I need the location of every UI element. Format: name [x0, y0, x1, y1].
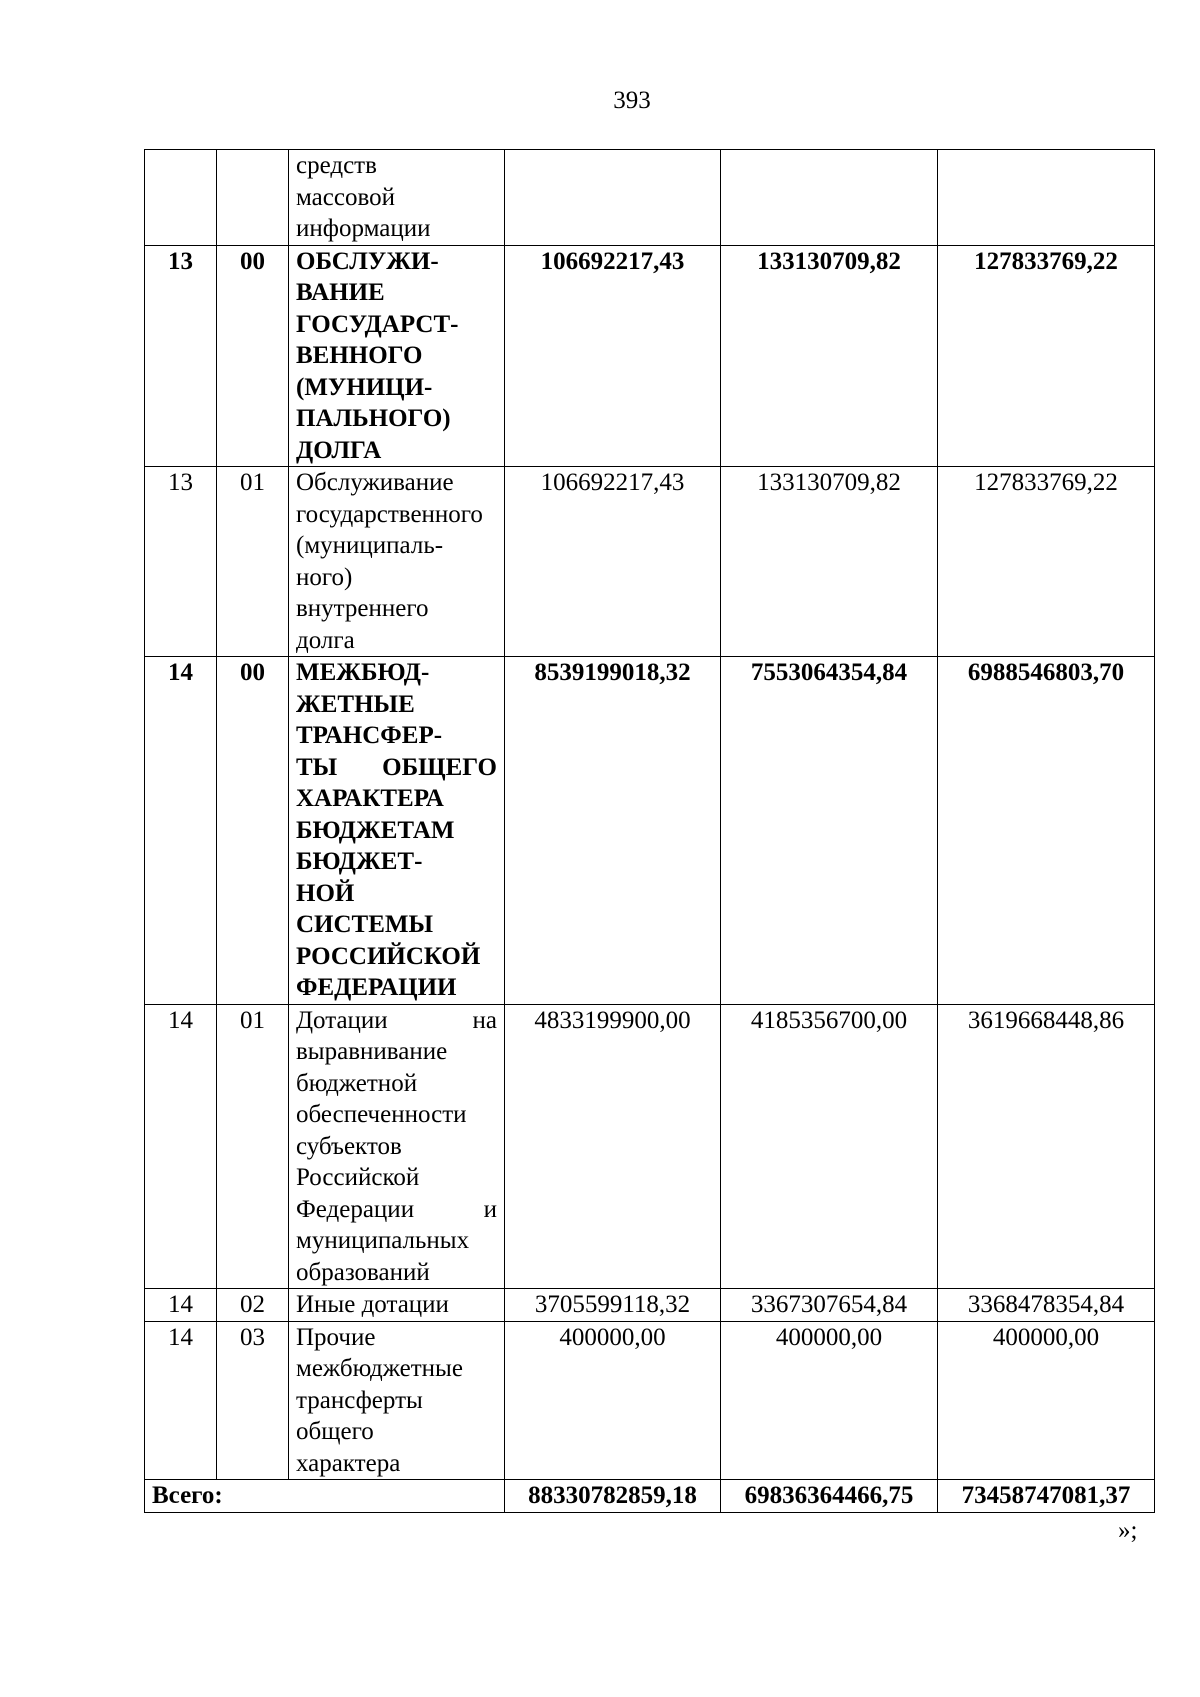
page-number: 393 — [613, 87, 651, 114]
item-name-line: трансферты — [296, 1386, 423, 1414]
total-amount-year-3: 73458747081,37 — [938, 1480, 1155, 1513]
item-name-line: Иные дотации — [296, 1291, 449, 1318]
amount-cell-year-1: 3705599118,32 — [505, 1289, 721, 1322]
subsection-code-cell: 01 — [217, 1004, 289, 1289]
amount-cell-year-3: 3368478354,84 — [938, 1289, 1155, 1322]
subsection-code-cell: 02 — [217, 1289, 289, 1322]
amount-cell-year-2: 4185356700,00 — [721, 1004, 938, 1289]
item-name-cell — [289, 467, 505, 657]
amount-cell-year-3: 6988546803,70 — [938, 657, 1155, 1005]
item-name-cell — [289, 150, 505, 246]
amount-cell-year-2: 7553064354,84 — [721, 657, 938, 1005]
item-name-line: БЮДЖЕТАМ — [296, 816, 455, 844]
item-name-line: (муниципаль- — [296, 532, 444, 559]
item-name-line: ФЕДЕРАЦИИ — [296, 974, 457, 1001]
closing-quote-mark: »; — [1118, 1517, 1138, 1544]
item-name-line: Федерации и — [296, 1195, 497, 1223]
section-code-cell — [145, 150, 217, 246]
item-name-line: ГОСУДАРСТ- — [296, 310, 459, 338]
item-name-line: ХАРАКТЕРА — [296, 785, 444, 812]
item-name-line: ПАЛЬНОГО) — [296, 405, 451, 432]
item-name-line: общего — [296, 1418, 374, 1445]
section-code-cell: 14 — [145, 1289, 217, 1322]
section-code-cell: 14 — [145, 1321, 217, 1480]
item-name-line: БЮДЖЕТ- — [296, 848, 423, 875]
item-name-line: (МУНИЦИ- — [296, 373, 433, 401]
item-name-line: долга — [296, 626, 355, 654]
amount-cell-year-1: 8539199018,32 — [505, 657, 721, 1005]
item-name-line: ТРАНСФЕР- — [296, 722, 443, 749]
table-row — [145, 657, 1155, 1005]
table-row — [145, 467, 1155, 657]
total-row — [145, 1480, 1155, 1513]
amount-cell-year-1 — [505, 150, 721, 246]
subsection-code-cell: 01 — [217, 467, 289, 657]
item-name-line: ного) — [296, 563, 353, 591]
subsection-code-cell: 00 — [217, 657, 289, 1005]
amount-cell-year-1: 400000,00 — [505, 1321, 721, 1480]
subsection-code-cell — [217, 150, 289, 246]
item-name-line: внутреннего — [296, 595, 429, 622]
item-name-line: Обслуживание — [296, 469, 454, 496]
amount-cell-year-3 — [938, 150, 1155, 246]
item-name-line: РОССИЙСКОЙ — [296, 942, 481, 970]
item-name-line: обеспеченности — [296, 1101, 467, 1128]
amount-cell-year-2: 3367307654,84 — [721, 1289, 938, 1322]
amount-cell-year-1: 106692217,43 — [505, 467, 721, 657]
section-code-cell: 13 — [145, 245, 217, 467]
item-name-line: МЕЖБЮД- — [296, 659, 430, 686]
item-name-line: Российской — [296, 1164, 420, 1191]
budget-table-body — [145, 150, 1155, 1513]
item-name-line: образований — [296, 1258, 430, 1286]
table-row — [145, 150, 1155, 246]
item-name-cell — [289, 245, 505, 467]
amount-cell-year-2: 133130709,82 — [721, 245, 938, 467]
table-row — [145, 1289, 1155, 1322]
amount-cell-year-2: 400000,00 — [721, 1321, 938, 1480]
section-code-cell: 13 — [145, 467, 217, 657]
amount-cell-year-2 — [721, 150, 938, 246]
amount-cell-year-3: 3619668448,86 — [938, 1004, 1155, 1289]
subsection-code-cell: 03 — [217, 1321, 289, 1480]
item-name-line: выравнивание — [296, 1038, 448, 1065]
amount-cell-year-1: 4833199900,00 — [505, 1004, 721, 1289]
budget-table — [144, 149, 1155, 1513]
total-amount-year-2: 69836364466,75 — [721, 1480, 938, 1513]
amount-cell-year-3: 127833769,22 — [938, 467, 1155, 657]
item-name-line: информации — [296, 215, 431, 242]
subsection-code-cell: 00 — [217, 245, 289, 467]
item-name-line: характера — [296, 1449, 401, 1477]
item-name-line: ТЫ ОБЩЕГО — [296, 753, 497, 781]
item-name-line: межбюджетные — [296, 1355, 463, 1382]
amount-cell-year-1: 106692217,43 — [505, 245, 721, 467]
item-name-cell — [289, 1321, 505, 1480]
item-name-line: муниципальных — [296, 1227, 470, 1254]
item-name-line: НОЙ — [296, 879, 355, 907]
item-name-line: ВАНИЕ — [296, 279, 385, 306]
amount-cell-year-3: 400000,00 — [938, 1321, 1155, 1480]
item-name-cell — [289, 657, 505, 1005]
table-row — [145, 1321, 1155, 1480]
amount-cell-year-3: 127833769,22 — [938, 245, 1155, 467]
table-row — [145, 245, 1155, 467]
total-amount-year-1: 88330782859,18 — [505, 1480, 721, 1513]
item-name-line: ЖЕТНЫЕ — [296, 690, 415, 718]
item-name-line: средств — [296, 152, 377, 179]
section-code-cell: 14 — [145, 1004, 217, 1289]
amount-cell-year-2: 133130709,82 — [721, 467, 938, 657]
item-name-cell — [289, 1004, 505, 1289]
item-name-line: государственного — [296, 500, 483, 528]
item-name-line: массовой — [296, 183, 395, 211]
item-name-line: ОБСЛУЖИ- — [296, 247, 439, 275]
item-name-cell — [289, 1289, 505, 1322]
section-code-cell: 14 — [145, 657, 217, 1005]
item-name-line: Дотации на — [296, 1006, 497, 1034]
item-name-line: СИСТЕМЫ — [296, 911, 434, 938]
item-name-line: ДОЛГА — [296, 436, 382, 464]
item-name-line: субъектов — [296, 1132, 402, 1160]
item-name-line: бюджетной — [296, 1069, 418, 1097]
item-name-line: Прочие — [296, 1323, 376, 1351]
item-name-line: ВЕННОГО — [296, 342, 423, 369]
total-label: Всего: — [145, 1480, 505, 1513]
table-row — [145, 1004, 1155, 1289]
